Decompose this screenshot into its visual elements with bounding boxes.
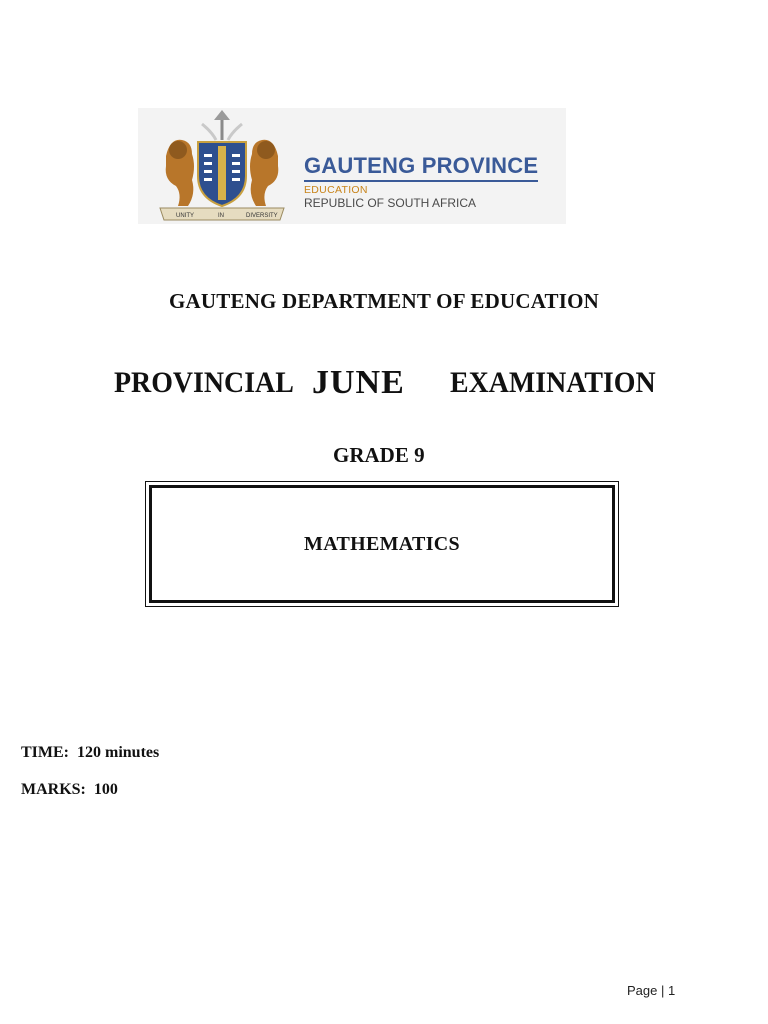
logo-country: REPUBLIC OF SOUTH AFRICA xyxy=(304,196,477,210)
grade-heading: GRADE 9 xyxy=(333,443,425,467)
logo-text xyxy=(304,154,538,210)
subject-title: MATHEMATICS xyxy=(304,533,460,555)
logo-subtitle: EDUCATION xyxy=(304,184,368,196)
subject-box xyxy=(145,481,619,607)
logo-title: GAUTENG PROVINCE xyxy=(304,154,538,182)
exam-title-word-1: PROVINCIAL xyxy=(114,366,294,399)
motto-mid: IN xyxy=(218,213,224,219)
page-separator: | xyxy=(661,983,665,998)
marks-value: 100 xyxy=(93,781,118,798)
page-number xyxy=(627,983,675,998)
exam-title xyxy=(110,364,670,404)
time-label: TIME: xyxy=(21,744,69,761)
motto-left: UNITY xyxy=(176,213,194,219)
motto-right: DIVERSITY xyxy=(246,213,278,219)
gauteng-logo xyxy=(138,108,566,224)
marks-label: MARKS: xyxy=(21,781,86,798)
page-number-value: 1 xyxy=(668,983,676,998)
exam-title-word-2: JUNE xyxy=(312,364,405,401)
coat-of-arms-icon xyxy=(152,110,292,222)
page-label: Page xyxy=(627,983,658,998)
time-value: 120 minutes xyxy=(77,744,160,761)
exam-title-word-3: EXAMINATION xyxy=(450,366,656,399)
department-heading: GAUTENG DEPARTMENT OF EDUCATION xyxy=(169,289,599,313)
marks-line xyxy=(21,781,118,799)
time-line xyxy=(21,744,159,762)
